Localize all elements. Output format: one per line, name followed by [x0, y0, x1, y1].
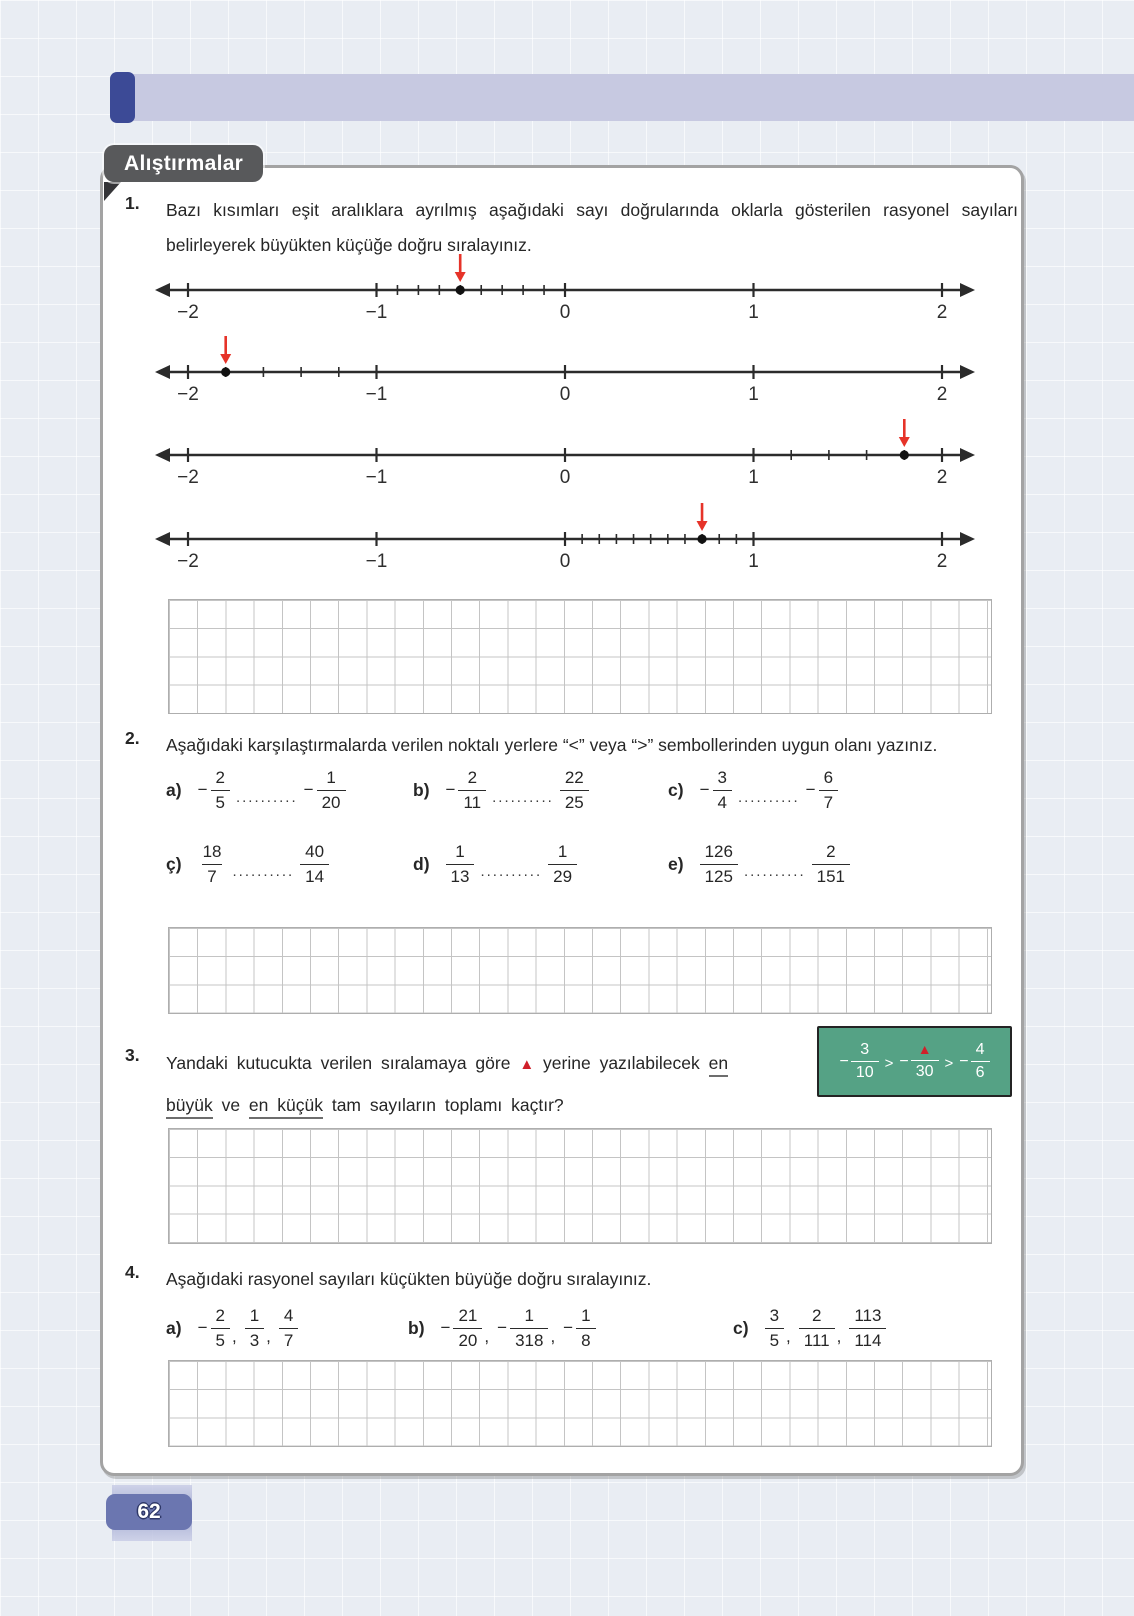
numerator: 1 [524, 1305, 534, 1325]
item-label: b) [408, 1317, 425, 1338]
axis-arrow-right [960, 448, 975, 462]
numerator: 2 [215, 1305, 225, 1325]
q4-number: 4. [125, 1262, 140, 1282]
fraction-stack [713, 768, 732, 812]
q4-text: Aşağıdaki rasyonel sayıları küçükten büyüğe doğru sıralayınız. [166, 1269, 652, 1289]
q2-item [413, 836, 577, 892]
denominator: 4 [713, 790, 732, 813]
tick-label: 2 [936, 551, 948, 572]
denominator: 11 [458, 790, 486, 813]
numerator: 3 [717, 767, 727, 787]
axis-arrow-left [155, 448, 170, 462]
item-label: c) [668, 779, 684, 800]
tick-label: −1 [365, 551, 388, 572]
numerator: 4 [975, 1040, 985, 1058]
fraction-stack [548, 842, 577, 886]
tick-label: 2 [936, 467, 948, 488]
tick-label: 1 [748, 467, 759, 488]
exercises-badge-label: Alıştırmalar [124, 151, 244, 175]
item-label: a) [166, 779, 182, 800]
red-arrow-head [697, 521, 708, 531]
minus-sign: − [197, 1318, 208, 1337]
denominator: 7 [819, 790, 838, 813]
fraction-stack [317, 768, 346, 812]
denominator: 111 [799, 1328, 835, 1351]
minus-sign: − [445, 780, 456, 799]
numerator: 1 [581, 1305, 591, 1325]
comma-separator: , [836, 1327, 842, 1346]
comma-separator: , [266, 1327, 271, 1346]
minus-sign: − [497, 1318, 508, 1337]
comma-separator: , [231, 1327, 237, 1346]
denominator: 20 [453, 1328, 482, 1351]
fraction-stack [819, 768, 838, 812]
q2-item [668, 836, 850, 892]
q1-text: Bazı kısımları eşit aralıklara ayrılmış aşağıdaki sayı doğrularında oklarla gösterilen rasyonel sayıları belirleyerek büyükten küçüğe doğru sıralayınız. [166, 200, 1018, 255]
q3-green-box [817, 1026, 1012, 1097]
q3-text-segment: en [709, 1053, 728, 1077]
denominator: 125 [700, 864, 738, 887]
tick-label: 2 [936, 302, 948, 323]
marked-point [697, 534, 706, 543]
fraction-stack [576, 1306, 595, 1350]
fraction-stack [812, 842, 850, 886]
fraction-stack [911, 1041, 939, 1081]
q2-number: 2. [125, 728, 140, 748]
fraction [799, 1306, 835, 1350]
denominator: 13 [446, 864, 475, 887]
q3-text-segment: en küçük [249, 1095, 323, 1119]
tick-label: −2 [177, 384, 199, 405]
tick-label: −1 [365, 384, 388, 405]
fraction [548, 842, 577, 886]
fraction-stack [510, 1306, 548, 1350]
minus-sign: − [959, 1052, 969, 1070]
minus-sign: − [805, 780, 816, 799]
numerator: 1 [249, 1305, 260, 1325]
minus-sign: − [699, 780, 710, 799]
fraction-stack [560, 768, 589, 812]
greater-than-sign: > [944, 1055, 954, 1072]
fraction [812, 842, 850, 886]
denominator: 114 [849, 1328, 886, 1351]
q3-number: 3. [125, 1045, 140, 1065]
numerator: 2 [467, 767, 478, 787]
denominator: 7 [202, 864, 221, 887]
comma-separator: , [786, 1327, 791, 1346]
number-line-1 [150, 248, 980, 322]
axis-arrow-left [155, 283, 170, 297]
fraction [839, 1041, 878, 1083]
fraction [899, 1041, 938, 1081]
answer-dots: .......... [480, 862, 543, 880]
numerator: 40 [305, 841, 325, 861]
tick-label: 1 [748, 551, 759, 572]
red-arrow-head [899, 437, 910, 447]
header-accent-block [110, 72, 135, 123]
fraction-stack [446, 842, 475, 886]
q2-item [166, 836, 329, 892]
answer-dots: .......... [232, 862, 295, 880]
tick-label: 0 [559, 302, 571, 323]
numerator: 1 [326, 767, 336, 787]
item-label: e) [668, 853, 684, 874]
marked-point [900, 450, 909, 459]
minus-sign: − [303, 780, 314, 799]
tick-label: −1 [365, 467, 388, 488]
minus-sign: − [839, 1052, 849, 1070]
q3-text [166, 1043, 814, 1125]
answer-grid-3 [168, 1128, 992, 1244]
fraction [700, 842, 738, 886]
item-label: c) [733, 1317, 749, 1338]
denominator: 7 [279, 1328, 298, 1351]
numerator: 22 [564, 767, 584, 787]
answer-grid-2 [168, 927, 992, 1014]
fraction [446, 768, 487, 812]
fraction-stack [279, 1306, 298, 1350]
marked-point [221, 367, 230, 376]
fraction-stack [245, 1306, 264, 1350]
q3-text-segment: tam sayıların toplamı kaçtır? [322, 1095, 564, 1115]
fraction-stack [700, 842, 738, 886]
q2-item [166, 762, 346, 818]
fraction-stack [971, 1041, 990, 1083]
q2-item [668, 762, 838, 818]
tick-label: −1 [365, 302, 388, 323]
header-bar [113, 74, 1134, 121]
denominator: 5 [211, 790, 230, 813]
axis-arrow-left [155, 365, 170, 379]
denominator: 8 [576, 1328, 595, 1351]
numerator: 2 [826, 841, 836, 861]
q4-item [166, 1300, 298, 1356]
fraction-stack [211, 1306, 230, 1350]
fraction-stack [851, 1041, 879, 1083]
page-number-badge [106, 1494, 192, 1530]
fraction [198, 842, 227, 886]
q2-text: Aşağıdaki karşılaştırmalarda verilen noktalı yerlere “<” veya “>” sembollerinden uygun olanı yazınız. [166, 735, 938, 755]
axis-arrow-right [960, 365, 975, 379]
axis-arrow-left [155, 532, 170, 546]
fraction-stack [458, 768, 486, 812]
denominator: 5 [765, 1328, 784, 1351]
q3-text-segment: büyük [166, 1095, 213, 1119]
tick-label: 2 [936, 384, 948, 405]
exercises-badge [104, 145, 263, 182]
tick-label: −2 [177, 302, 199, 323]
fraction [849, 1306, 886, 1350]
denominator: 29 [548, 864, 577, 887]
fraction-stack [198, 842, 227, 886]
fraction [198, 768, 230, 812]
denominator: 318 [510, 1328, 548, 1351]
numerator: 18 [202, 841, 222, 861]
fraction [806, 768, 838, 812]
denominator: 25 [560, 790, 589, 813]
answer-grid-4 [168, 1360, 992, 1447]
numerator: 2 [215, 767, 225, 787]
comma-separator: , [484, 1327, 490, 1346]
marked-point [456, 285, 465, 294]
answer-dots: .......... [743, 862, 806, 880]
page-number: 62 [137, 1500, 161, 1523]
item-label: a) [166, 1317, 182, 1338]
q1-number: 1. [125, 193, 140, 213]
q4-item [408, 1300, 596, 1356]
fraction [441, 1306, 483, 1350]
fraction [560, 768, 589, 812]
answer-dots: .......... [235, 788, 298, 806]
tick-label: 1 [748, 302, 759, 323]
numerator: 3 [769, 1305, 780, 1325]
q4-item [733, 1300, 886, 1356]
denominator: 20 [317, 790, 346, 813]
numerator: 113 [854, 1305, 882, 1325]
answer-grid-1 [168, 599, 992, 714]
number-line-3 [150, 413, 980, 487]
tick-label: −2 [177, 467, 199, 488]
fraction [304, 768, 346, 812]
axis-arrow-right [960, 283, 975, 297]
q3-text-segment: ve [212, 1095, 249, 1115]
fraction-stack [453, 1306, 482, 1350]
fraction [959, 1041, 989, 1083]
denominator: 151 [812, 864, 850, 887]
tick-label: 0 [559, 467, 571, 488]
denominator: 5 [211, 1328, 230, 1351]
item-label: b) [413, 779, 430, 800]
denominator: 6 [971, 1061, 990, 1082]
fraction [279, 1306, 298, 1350]
greater-than-sign: > [884, 1055, 894, 1072]
tick-label: −2 [177, 551, 199, 572]
number-line-4 [150, 497, 980, 571]
item-label: d) [413, 853, 430, 874]
red-arrow-head [455, 272, 466, 282]
minus-sign: − [899, 1052, 909, 1070]
fraction [446, 842, 475, 886]
numerator: 6 [823, 767, 834, 787]
answer-dots: .......... [492, 788, 554, 806]
tick-label: 1 [748, 384, 759, 405]
fraction-stack [300, 842, 329, 886]
denominator: 3 [245, 1328, 264, 1351]
triangle-icon: ▲ [917, 1041, 932, 1058]
axis-arrow-right [960, 532, 975, 546]
answer-dots: .......... [737, 788, 800, 806]
fraction [300, 842, 329, 886]
triangle-icon: ▲ [519, 1056, 535, 1073]
denominator: 30 [911, 1060, 939, 1081]
tick-label: 0 [559, 551, 571, 572]
red-arrow-head [220, 354, 231, 364]
q2-item [413, 762, 589, 818]
numerator: 2 [811, 1305, 822, 1325]
fraction [563, 1306, 595, 1350]
fraction-stack [765, 1306, 784, 1350]
denominator: 10 [851, 1061, 879, 1082]
numerator: 4 [283, 1305, 294, 1325]
numerator: 1 [455, 841, 465, 861]
numerator: 21 [458, 1305, 478, 1325]
numerator: 126 [704, 841, 733, 861]
minus-sign: − [197, 780, 208, 799]
comma-separator: , [550, 1327, 556, 1346]
number-line-2 [150, 330, 980, 404]
item-label: ç) [166, 853, 182, 874]
fraction [700, 768, 732, 812]
minus-sign: − [563, 1318, 574, 1337]
numerator: 1 [557, 841, 568, 861]
fraction-stack [849, 1306, 886, 1350]
q3-text-segment: Yandaki kutucukta verilen sıralamaya göre [166, 1053, 520, 1073]
fraction [245, 1306, 264, 1350]
fraction [198, 1306, 230, 1350]
fraction [497, 1306, 548, 1350]
fraction [765, 1306, 784, 1350]
denominator: 14 [300, 864, 329, 887]
tick-label: 0 [559, 384, 571, 405]
q3-text-segment: yerine yazılabilecek [534, 1053, 709, 1073]
fraction-stack [211, 768, 230, 812]
fraction-stack [799, 1306, 835, 1350]
badge-fold [104, 182, 121, 201]
minus-sign: − [440, 1318, 451, 1337]
numerator: 3 [860, 1040, 870, 1058]
